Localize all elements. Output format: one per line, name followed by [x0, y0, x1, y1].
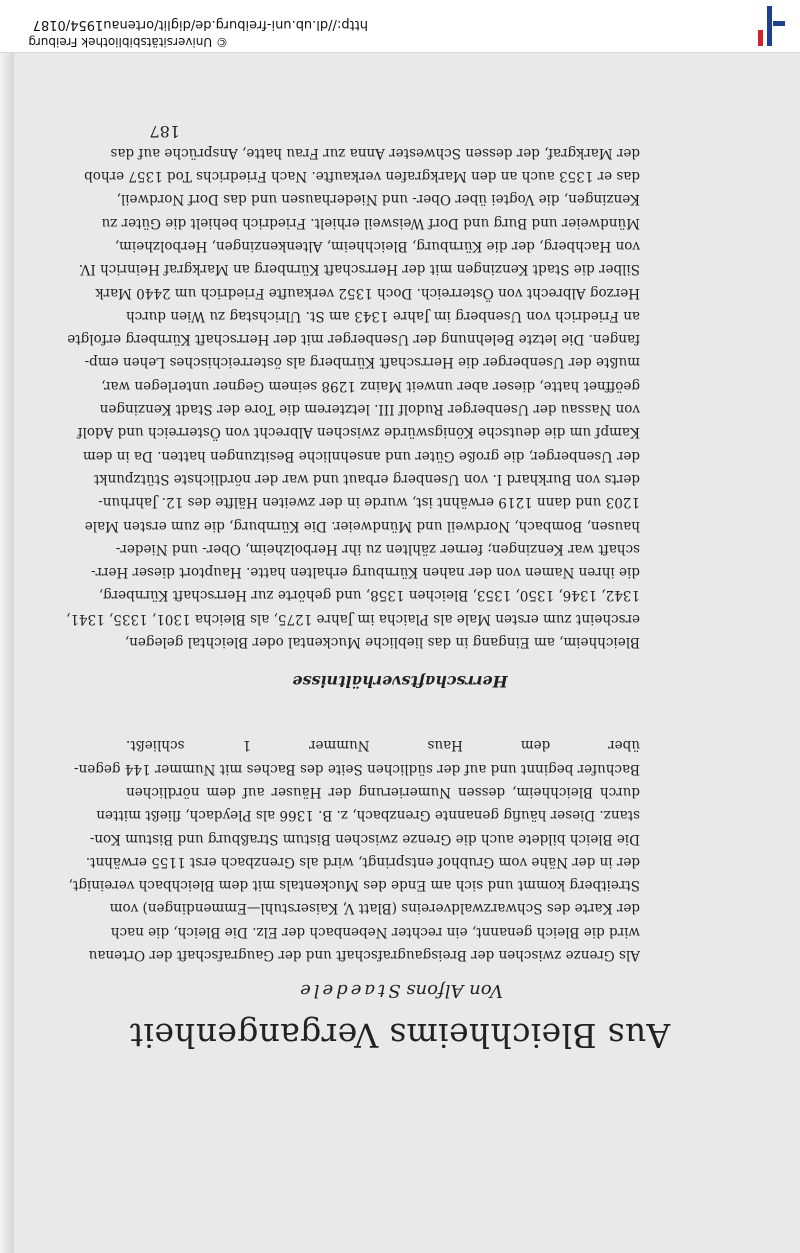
permalink-url[interactable]: http://dl.ub.uni-freiburg.de/diglit/ortenau1954/0187 — [32, 17, 368, 32]
text-line: von Nassau der Usenberger Rudolf III. letzterem die Tore der Stadt Kenzingen — [99, 401, 640, 418]
text-line: mußte der Usenberger die Herrschaft Kürnberg als österreichisches Lehen emp- — [84, 354, 640, 371]
text-line: erscheint zum ersten Male als Plaicha im Jahre 1275, als Bleicha 1301, 1335, 1341, — [66, 610, 640, 627]
text-line: Silber die Stadt Kenzingen mit der Herrschaft Kürnberg an Markgraf Heinrich IV. — [78, 261, 640, 278]
text-line: Kenzingen, die Vogtei über Ober- und Niederhausen und das Dorf Nordweil, — [116, 191, 640, 208]
text-line: geöffnet hatte, dieser aber unweit Mainz 1298 seinem Gegner unterlegen war, — [101, 377, 640, 394]
text-line: Als Grenze zwischen der Breisgaugrafschaft und der Gaugrafschaft der Ortenau — [88, 947, 640, 963]
text-line: 1342, 1346, 1350, 1353, Bleichen 1358, und gehörte zur Herrschaft Kürnberg, — [98, 587, 640, 604]
paragraph-grenze — [68, 733, 640, 966]
text-line: Kampf um die deutsche Königswürde zwischen Albrecht von Österreich und Adolf — [77, 424, 640, 441]
text-line: derts von Burkhard I. von Usenberg erbaut und war der nördlichste Stützpunkt — [93, 470, 640, 487]
article-author — [0, 980, 800, 1001]
text-line: Bachufer beginnt und auf der südlichen Seite des Baches mit Nummer 144 gegen- — [73, 760, 640, 777]
page-number: 187 — [149, 122, 180, 141]
scanned-page — [0, 53, 800, 1253]
text-line: von Hachberg, der die Kürnburg, Bleichheim, Altenkenzingen, Herbolzheim, — [114, 237, 640, 254]
text-line: der in der Nähe vom Grubhof entspringt, wird als Grenzbach erst 1155 erwähnt. — [85, 853, 640, 870]
text-line: der Markgraf, der dessen Schwester Anna zur Frau hatte, Ansprüche auf das — [110, 144, 640, 161]
text-line: Streitberg kommt und sich am Ende des Muckentals mit dem Bleichbach vereinigt, — [68, 877, 640, 894]
author-name: Staedele — [297, 980, 401, 1001]
text-line: schaft war Kenzingen; ferner zählten zu ihr Herbolzheim, Ober- und Nieder- — [115, 540, 640, 557]
text-line: wird die Bleich genannt, ein rechter Nebenbach der Elz. Die Bleich, die nach — [110, 923, 640, 940]
text-line: stanz. Dieser häufig genannte Grenzbach, z. B. 1366 als Pleydach, fließt mitten — [96, 807, 640, 824]
text-line: an Friedrich von Usenberg im Jahre 1343 am St. Ulrichstag zu Wien durch — [126, 307, 640, 324]
text-line: hausen, Bombach, Nordweil und Mündweier. Die Kürnburg, die zum ersten Male — [84, 517, 640, 534]
text-line: Mündweier und Burg und Dorf Weisweil erhielt. Friedrich behielt die Güter zu — [101, 214, 640, 231]
section-heading: Herrschaftsverhältnisse — [292, 672, 508, 691]
library-banner — [0, 0, 800, 53]
article-title: Aus Bleichheims Vergangenheit — [129, 1016, 671, 1055]
text-line: 1203 und dann 1219 erwähnt ist, wurde in der zweiten Hälfte des 12. Jahrhun- — [98, 494, 640, 511]
text-line: durch Bleichheim, dessen Numerierung der Häuser auf dem nördlichen — [126, 783, 640, 800]
text-line: der Karte des Schwarzwaldvereins (Blatt V, Kaiserstuhl—Emmendingen) vom — [109, 900, 640, 917]
paragraph-herrschaft — [66, 140, 640, 653]
text-line: der Usenberger, die große Güter und ansehnliche Besitzungen hatten. Da in dem — [82, 447, 640, 464]
text-line: die ihren Namen von der nahen Kürnburg erhalten hatte. Hauptort dieser Herr- — [91, 564, 640, 581]
text-line: Bleichheim, am Eingang in das liebliche Muckental oder Bleichtal gelegen, — [124, 634, 640, 650]
text-line: das er 1353 auch an den Markgrafen verkaufte. Nach Friedrichs Tod 1357 erhob — [84, 168, 640, 185]
text-line: Die Bleich bildete auch die Grenze zwischen Bistum Straßburg und Bistum Kon- — [89, 830, 640, 847]
text-line: fangen. Die letzte Belehnung der Usenberger mit der Herrschaft Kürnberg erfolgte — [67, 331, 640, 348]
author-prefix: Von Alfons — [406, 980, 503, 1001]
copyright-notice: © Universitätsbibliothek Freiburg — [28, 35, 228, 49]
library-logo-icon — [750, 4, 788, 48]
text-line: Herzog Albrecht von Österreich. Doch 1352 verkaufte Friedrich um 2440 Mark — [95, 284, 640, 301]
text-line: über dem Haus Nummer 1 schließt. — [126, 737, 640, 754]
